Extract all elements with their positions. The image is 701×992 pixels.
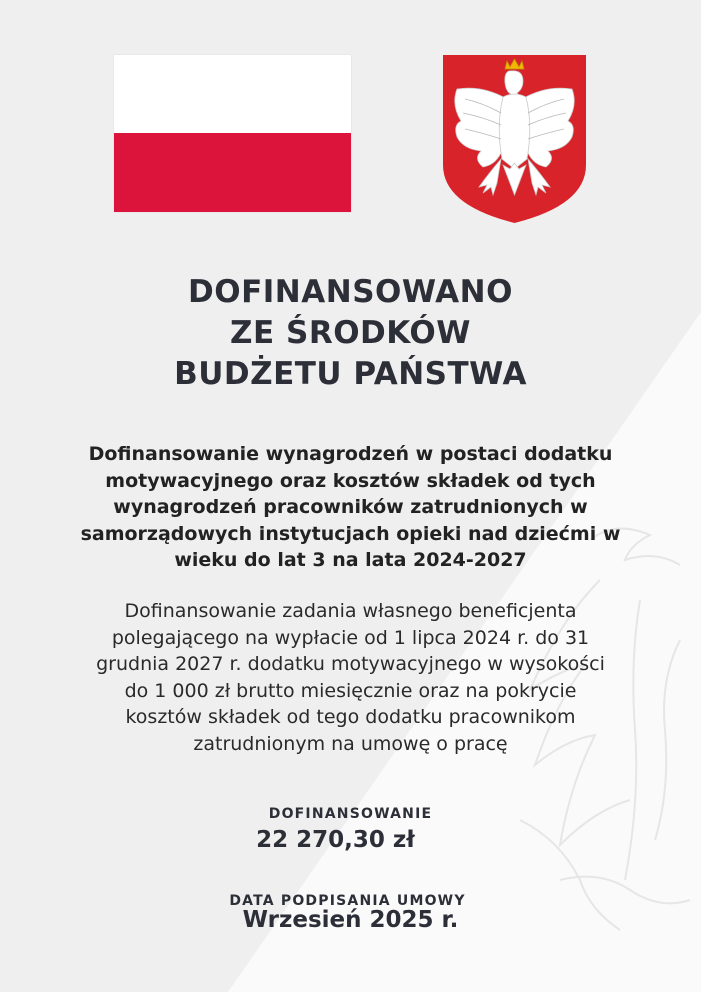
signing-date-label: DATA PODPISANIA UMOWY [229, 893, 466, 909]
project-description-line: grudnia 2027 r. dodatku motywacyjnego w wysokości [96, 653, 605, 675]
project-title-line: samorządowych instytucjach opieki nad dziećmi w [80, 522, 621, 545]
polish-coat-of-arms-icon [443, 55, 586, 223]
headline-line: BUDŻETU PAŃSTWA [174, 356, 527, 392]
funding-amount: 22 270,30 zł [256, 827, 415, 853]
project-title-line: wieku do lat 3 na lata 2024-2027 [174, 549, 527, 571]
signing-date-value: Wrzesień 2025 r. [242, 907, 459, 933]
headline-line: ZE ŚRODKÓW [230, 315, 471, 351]
project-description [40, 598, 661, 757]
project-description-line: polegającego na wypłacie od 1 lipca 2024 r. do 31 [111, 626, 590, 649]
project-description-line: kosztów składek od tego dodatku pracownikom [125, 706, 576, 728]
flag-white-stripe [114, 55, 351, 133]
flag-red-stripe [114, 133, 351, 212]
project-title [40, 441, 661, 574]
project-title-line: motywacyjnego oraz kosztów składek od tych [105, 469, 596, 492]
project-title-line: wynagrodzeń pracowników zatrudnionych w [113, 496, 588, 518]
headline [0, 272, 701, 395]
project-description-line: Dofinansowanie zadania własnego beneficjenta [124, 600, 577, 622]
polish-flag [114, 55, 351, 212]
project-description-line: zatrudnionym na umowę o pracę [193, 732, 508, 755]
project-title-line: Dofinansowanie wynagrodzeń w postaci dodatku [88, 443, 613, 465]
headline-line: DOFINANSOWANO [188, 274, 513, 310]
project-description-line: do 1 000 zł brutto miesięcznie oraz na pokrycie [124, 679, 577, 702]
funding-label: DOFINANSOWANIE [268, 806, 433, 822]
